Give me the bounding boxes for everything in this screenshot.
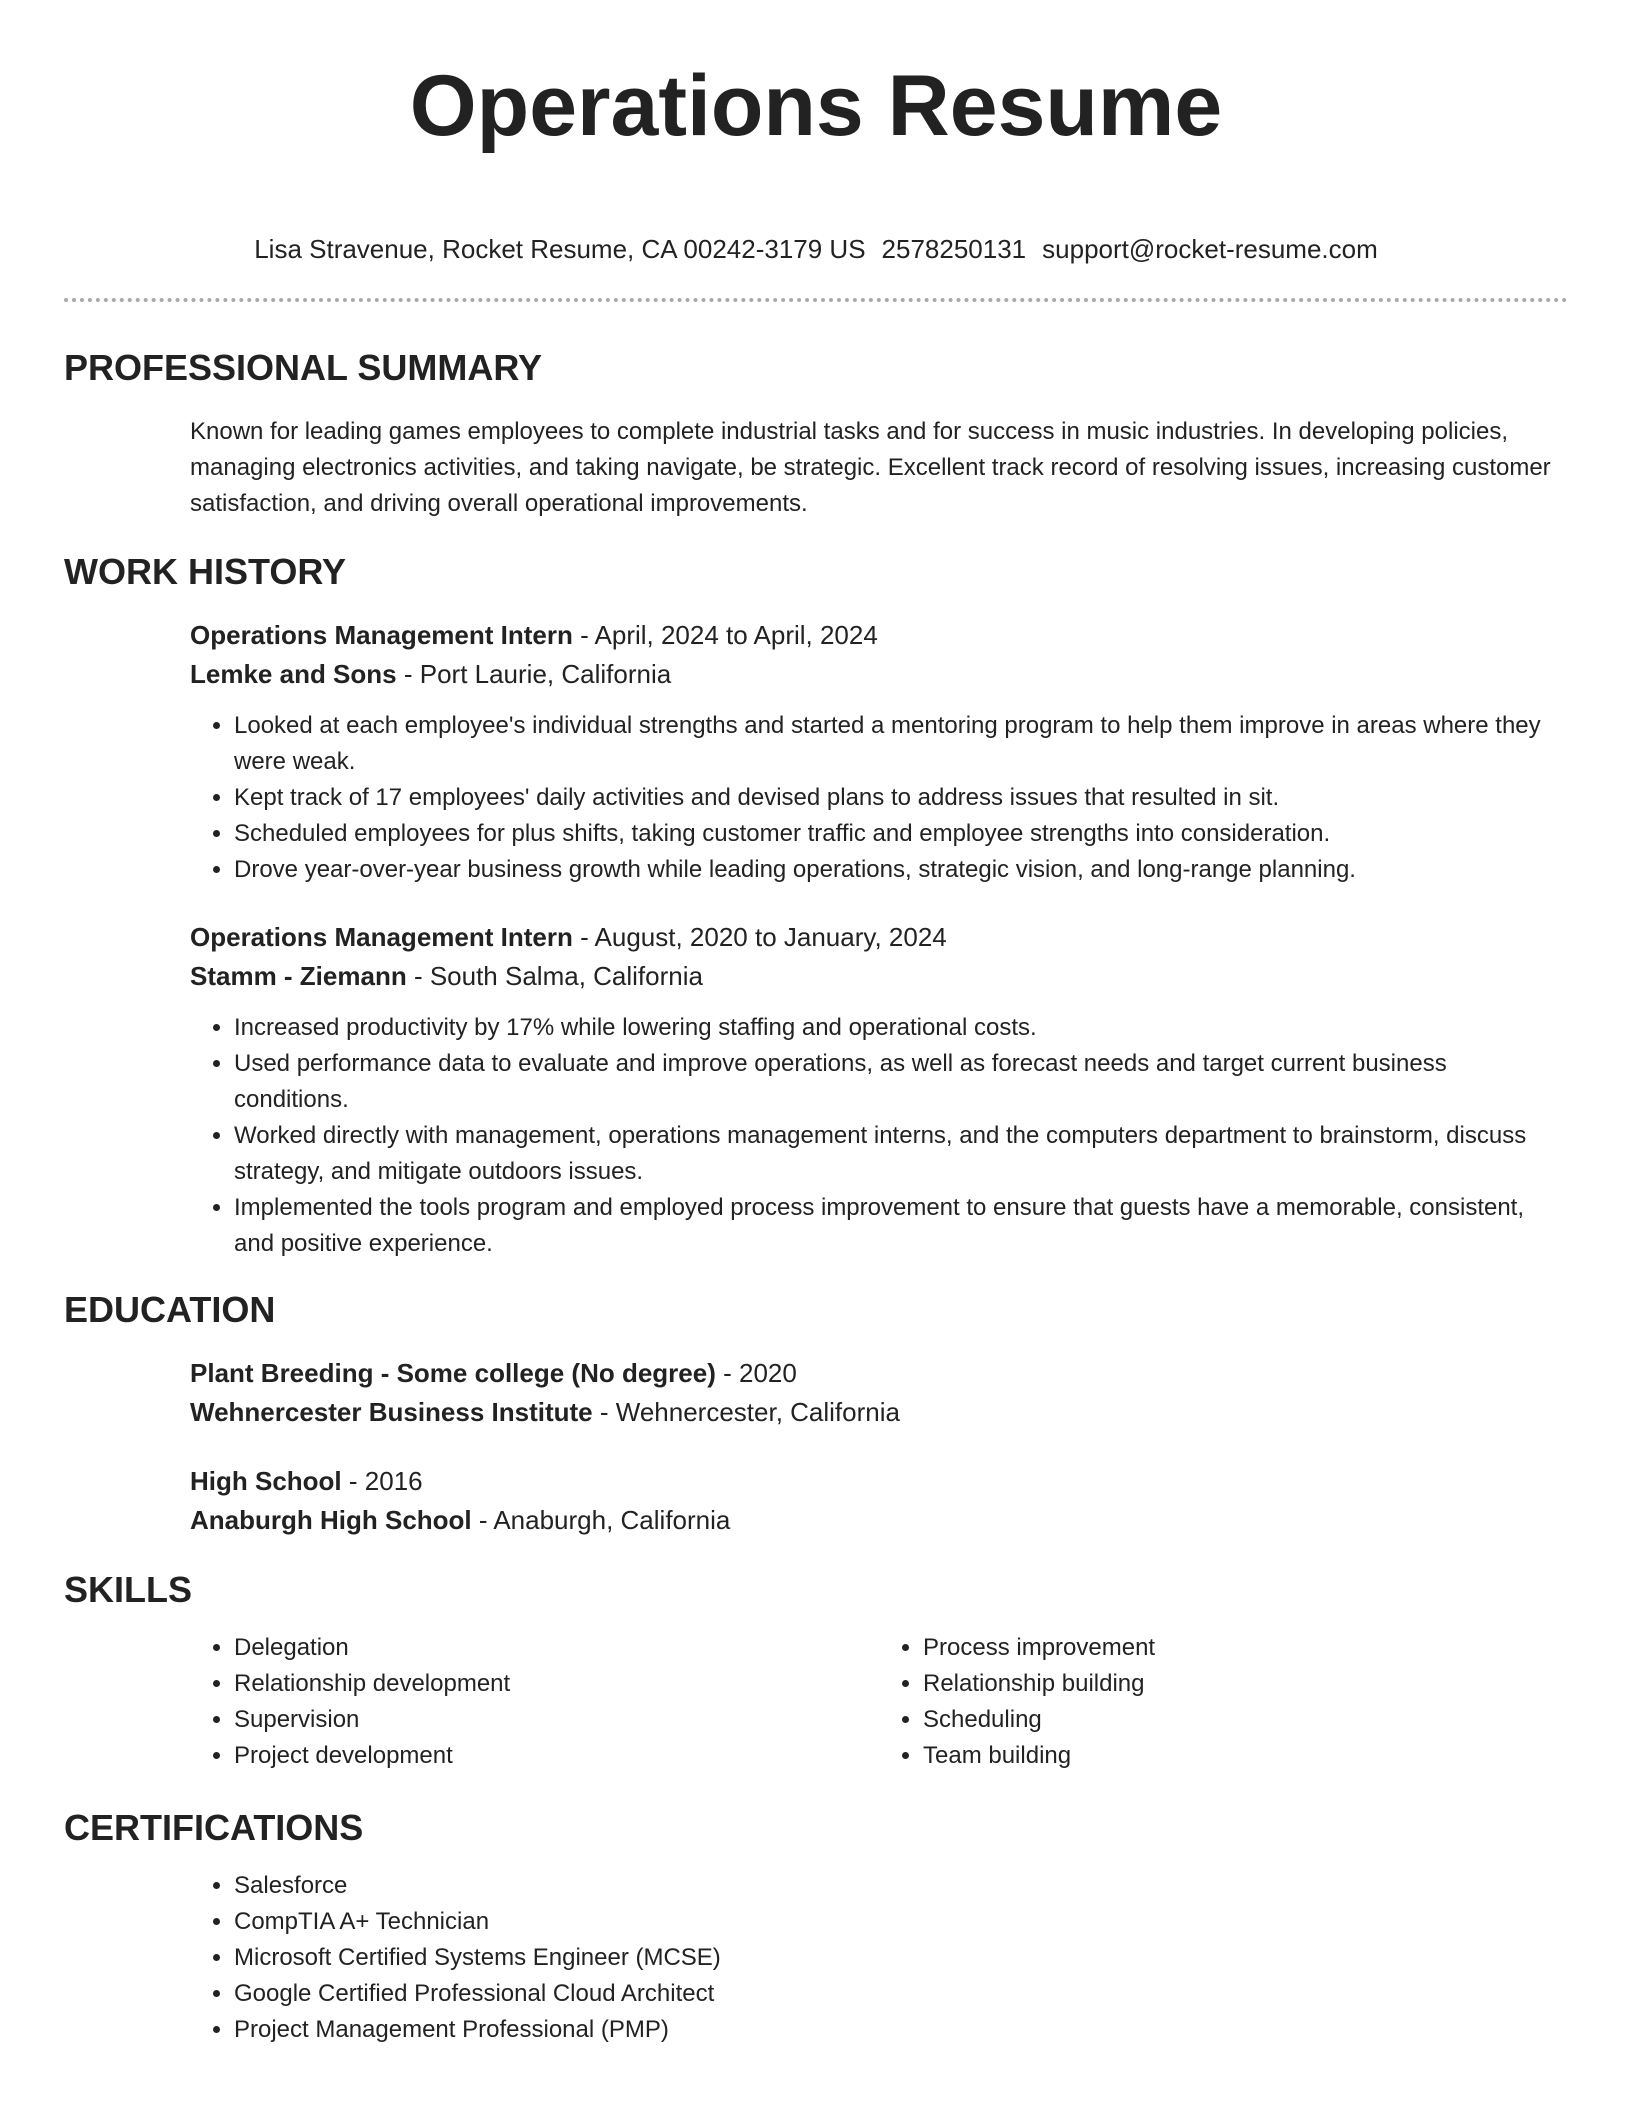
contact-email: support@rocket-resume.com [1042, 234, 1378, 264]
summary-heading: PROFESSIONAL SUMMARY [64, 347, 543, 388]
contact-line [64, 232, 1568, 266]
job-bullet: • Kept track of 17 employees' daily activities and devised plans to address issues that resulted in sit. [234, 780, 1568, 816]
job-entry [190, 918, 1568, 1262]
job-title-line [190, 918, 1568, 957]
header-divider [64, 298, 1568, 302]
education-degree: High School [190, 1466, 342, 1496]
education-degree: Plant Breeding - Some college (No degree) [190, 1358, 716, 1388]
job-company-line [190, 655, 1568, 694]
job-location: - South Salma, California [406, 961, 703, 991]
contact-phone: 2578250131 [881, 234, 1027, 264]
education-heading: EDUCATION [64, 1289, 276, 1330]
job-bullets [190, 1010, 1568, 1262]
work-history-heading: WORK HISTORY [64, 551, 347, 592]
education-school-line [190, 1393, 1568, 1432]
education-location: - Wehnercester, California [592, 1397, 900, 1427]
skills-heading: SKILLS [64, 1569, 193, 1610]
skill-item: • Team building [923, 1738, 1568, 1774]
job-bullet: • Looked at each employee's individual strengths and started a mentoring program to help them improve in areas where they were weak. [234, 708, 1568, 780]
skill-item: • Relationship building [923, 1666, 1568, 1702]
job-bullet: • Scheduled employees for plus shifts, taking customer traffic and employee strengths into consideration. [234, 816, 1568, 852]
skill-item: • Scheduling [923, 1702, 1568, 1738]
skills-list-right [879, 1630, 1568, 1774]
certification-item: • Project Management Professional (PMP) [234, 2012, 1568, 2048]
job-location: - Port Laurie, California [396, 659, 672, 689]
education-location: - Anaburgh, California [471, 1505, 731, 1535]
job-bullet: • Used performance data to evaluate and improve operations, as well as forecast needs and target current business conditions. [234, 1046, 1568, 1118]
certifications-block [190, 1868, 1568, 2048]
education-school: Anaburgh High School [190, 1505, 472, 1535]
job-company: Stamm - Ziemann [190, 961, 407, 991]
job-dates: - April, 2024 to April, 2024 [572, 620, 878, 650]
certification-item: • Google Certified Professional Cloud Architect [234, 1976, 1568, 2012]
skill-item: • Process improvement [923, 1630, 1568, 1666]
certification-item: • Microsoft Certified Systems Engineer (MCSE) [234, 1940, 1568, 1976]
job-bullet: • Drove year-over-year business growth while leading operations, strategic vision, and long-range planning. [234, 852, 1568, 888]
education-year: - 2016 [341, 1466, 423, 1496]
education-school: Wehnercester Business Institute [190, 1397, 593, 1427]
resume-title: Operations Resume [409, 58, 1223, 154]
job-company-line [190, 957, 1568, 996]
skills-list-left [190, 1630, 879, 1774]
job-bullets [190, 708, 1568, 888]
skill-item: • Supervision [234, 1702, 879, 1738]
education-degree-line [190, 1462, 1568, 1501]
education-entry [190, 1462, 1568, 1540]
job-entry [190, 616, 1568, 888]
job-bullet: • Implemented the tools program and employed process improvement to ensure that guests have a memorable, consistent, and positive experience. [234, 1190, 1568, 1262]
certifications-heading: CERTIFICATIONS [64, 1807, 364, 1848]
job-title: Operations Management Intern [190, 922, 573, 952]
summary-text: Known for leading games employees to complete industrial tasks and for success in music industries. In developing policies, managing electronics activities, and taking navigate, be strategic. Excellent track record of resolving issues, increasing customer satisfaction, and driving overall operational improvements. [190, 418, 1551, 517]
education-year: - 2020 [715, 1358, 797, 1388]
job-title: Operations Management Intern [190, 620, 573, 650]
certification-item: • Salesforce [234, 1868, 1568, 1904]
skill-item: • Relationship development [234, 1666, 879, 1702]
job-title-line [190, 616, 1568, 655]
education-degree-line [190, 1354, 1568, 1393]
education-school-line [190, 1501, 1568, 1540]
contact-address: Lisa Stravenue, Rocket Resume, CA 00242-3179 US [254, 234, 866, 264]
education-entry [190, 1354, 1568, 1432]
skill-item: • Delegation [234, 1630, 879, 1666]
job-company: Lemke and Sons [190, 659, 397, 689]
job-bullet: • Increased productivity by 17% while lowering staffing and operational costs. [234, 1010, 1568, 1046]
skill-item: • Project development [234, 1738, 879, 1774]
certification-item: • CompTIA A+ Technician [234, 1904, 1568, 1940]
job-bullet: • Worked directly with management, operations management interns, and the computers department to brainstorm, discuss strategy, and mitigate outdoors issues. [234, 1118, 1568, 1190]
certifications-list [190, 1868, 1568, 2048]
job-dates: - August, 2020 to January, 2024 [572, 922, 947, 952]
skills-grid [190, 1630, 1568, 1774]
